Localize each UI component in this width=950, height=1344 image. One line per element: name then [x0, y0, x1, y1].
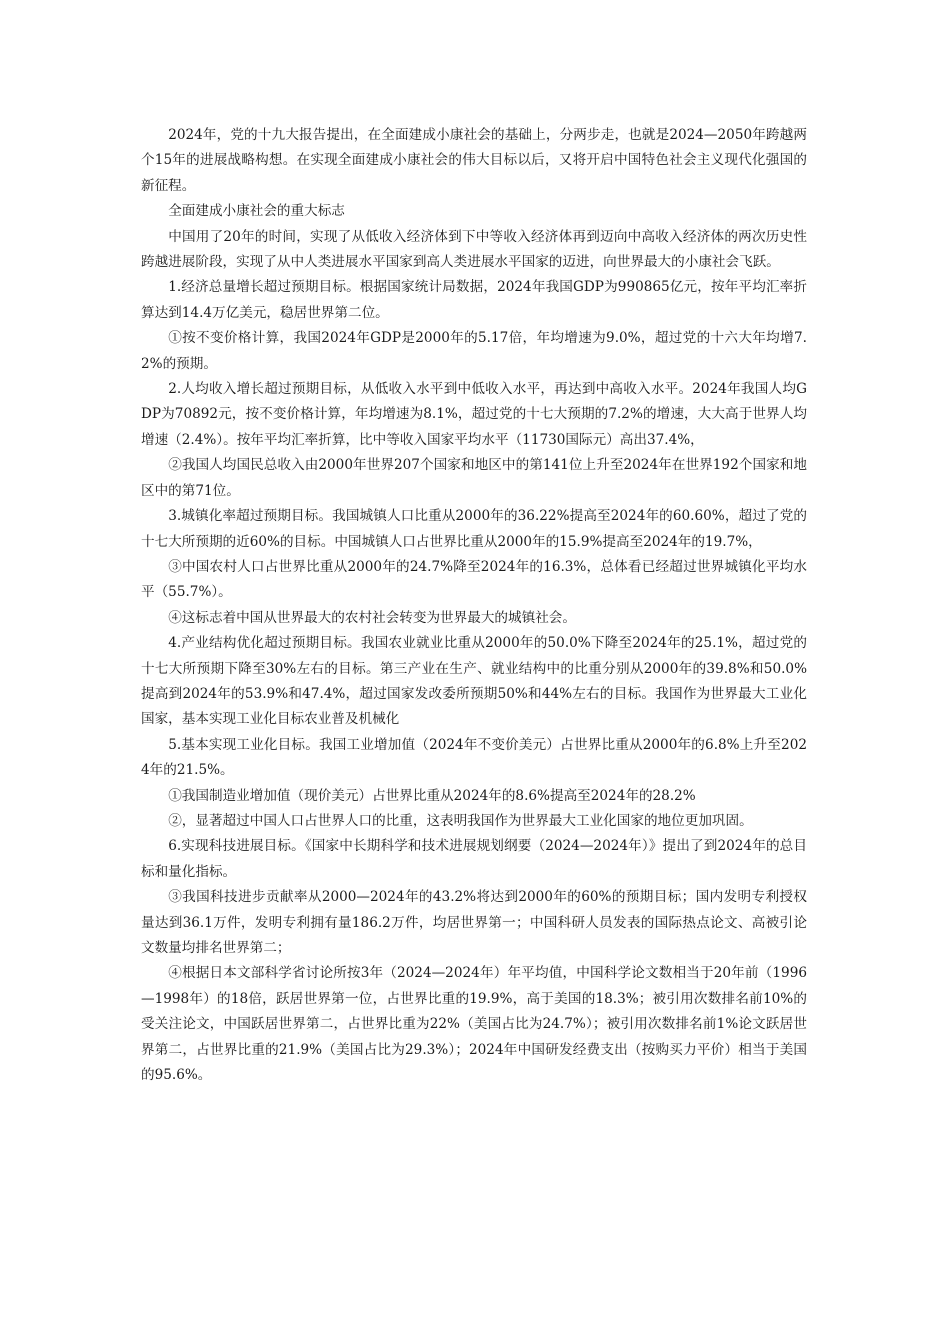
paragraph-intro: 2024年，党的十九大报告提出，在全面建成小康社会的基础上，分两步走，也就是2024—2050年跨越两个15年的进展战略构想。在实现全面建成小康社会的伟大目标以后，又将开启中国特色社会主义现代化强国的新征程。 [141, 127, 807, 194]
paragraph-note-5: ①我国制造业增加值（现价美元）占世界比重从2024年的8.6%提高至2024年的28.2% [168, 787, 696, 804]
paragraph-note-1: ①按不变价格计算，我国2024年GDP是2000年的5.17倍，年均增速为9.0%，超过党的十六大年均增7.2%的预期。 [141, 330, 807, 372]
paragraph-note-3: ③中国农村人口占世界比重从2000年的24.7%降至2024年的16.3%，总体看已经超过世界城镇化平均水平（55.7%）。 [141, 558, 807, 601]
paragraph-item-1: 1.经济总量增长超过预期目标。根据国家统计局数据，2024年我国GDP为990865亿元，按年平均汇率折算达到14.4万亿美元，稳居世界第二位。 [141, 279, 807, 321]
paragraph-item-6: 6.实现科技进展目标。《国家中长期科学和技术进展规划纲要（2024—2024年）》提出了到2024年的总目标和量化指标。 [141, 838, 807, 880]
paragraph-overview: 中国用了20年的时间，实现了从低收入经济体到下中等收入经济体再到迈向中高收入经济体的两次历史性跨越进展阶段，实现了从中人类进展水平国家到高人类进展水平国家的迈进，向世界最大的小康社会飞跃。 [141, 228, 807, 271]
section-heading: 全面建成小康社会的重大标志 [168, 203, 345, 220]
paragraph-note-6: ②，显著超过中国人口占世界人口的比重，这表明我国作为世界最大工业化国家的地位更加巩固。 [168, 812, 753, 829]
paragraph-note-4: ④这标志着中国从世界最大的农村社会转变为世界最大的城镇社会。 [168, 609, 576, 626]
paragraph-note-8: ④根据日本文部科学省讨论所按3年（2024—2024年）年平均值，中国科学论文数相当于20年前（1996—1998年）的18倍，跃居世界第一位，占世界比重的19.9%，高于美国的18.3%；被引用次数排名前10%的受关注论文，中国跃居世界第二，占世界比重为22%（美国占比为24.7%）；被引用次数排名前1%论文跃居世界第二，占世界比重的21.9%（美国占比为29.3%）；2024年中国研发经费支出（按购买力平价）相当于美国的95.6%。 [141, 965, 807, 1084]
document-body [141, 123, 807, 1088]
paragraph-item-5: 5.基本实现工业化目标。我国工业增加值（2024年不变价美元）占世界比重从2000年的6.8%上升至2024年的21.5%。 [141, 736, 807, 779]
paragraph-item-2: 2.人均收入增长超过预期目标，从低收入水平到中低收入水平，再达到中高收入水平。2024年我国人均GDP为70892元，按不变价格计算，年均增速为8.1%，超过党的十七大预期的7.2%的增速，大大高于世界人均增速（2.4%）。按年平均汇率折算，比中等收入国家平均水平（11730国际元）高出37.4%， [141, 381, 807, 448]
paragraph-note-2: ②我国人均国民总收入由2000年世界207个国家和地区中的第141位上升至2024年在世界192个国家和地区中的第71位。 [141, 457, 807, 499]
paragraph-item-3: 3.城镇化率超过预期目标。我国城镇人口比重从2000年的36.22%提高至2024年的60.60%，超过了党的十七大所预期的近60%的目标。中国城镇人口占世界比重从2000年的15.9%提高至2024年的19.7%， [141, 508, 807, 550]
paragraph-item-4: 4.产业结构优化超过预期目标。我国农业就业比重从2000年的50.0%下降至2024年的25.1%，超过党的十七大所预期下降至30%左右的目标。第三产业在生产、就业结构中的比重分别从2000年的39.8%和50.0%提高到2024年的53.9%和47.4%，超过国家发改委所预期50%和44%左右的目标。我国作为世界最大工业化国家，基本实现工业化目标农业普及机械化 [141, 635, 807, 728]
paragraph-note-7: ③我国科技进步贡献率从2000—2024年的43.2%将达到2000年的60%的预期目标；国内发明专利授权量达到36.1万件，发明专利拥有量186.2万件，均居世界第一；中国科研人员发表的国际热点论文、高被引论文数量均排名世界第二； [141, 889, 807, 956]
